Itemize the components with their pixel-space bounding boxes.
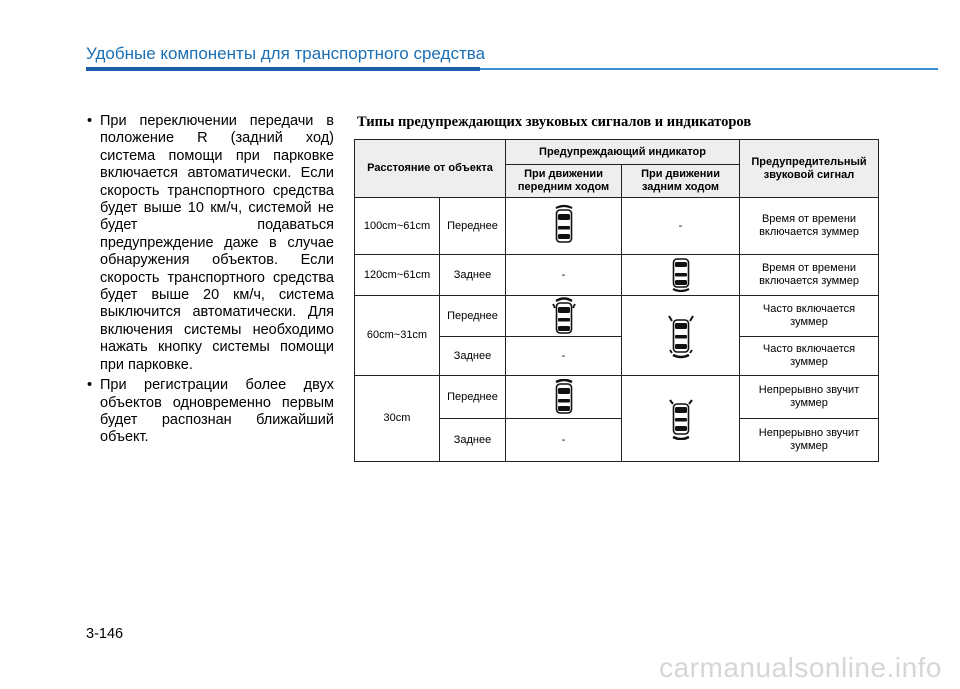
car-front-sensor-icon [552, 379, 576, 415]
sound-cell: Часто включается зуммер [740, 337, 879, 376]
distance-cell: 30cm [355, 376, 440, 462]
distance-cell: 120cm~61cm [355, 255, 440, 296]
header-distance: Расстояние от объекта [355, 140, 506, 198]
sound-cell: Часто включается зуммер [740, 296, 879, 337]
reverse-indicator-cell: - [622, 198, 740, 255]
header-reverse: При движении задним ходом [622, 165, 740, 198]
body-text [86, 113, 334, 450]
table-row [355, 255, 879, 296]
header-forward: При движении передним ходом [506, 165, 622, 198]
direction-cell: Переднее [440, 198, 506, 255]
header-sound: Предупредительный звуковой сигнал [740, 140, 879, 198]
page-number: 3-146 [86, 626, 124, 642]
direction-cell: Заднее [440, 255, 506, 296]
distance-cell: 60cm~31cm [355, 296, 440, 376]
direction-cell: Заднее [440, 419, 506, 462]
direction-cell: Переднее [440, 296, 506, 337]
reverse-indicator-cell [622, 255, 740, 296]
sound-cell: Время от времени включается зуммер [740, 198, 879, 255]
bullet-dot: • [87, 113, 93, 129]
table-row [355, 296, 879, 337]
direction-cell: Переднее [440, 376, 506, 419]
table-header-row [355, 140, 879, 165]
forward-indicator-cell: - [506, 419, 622, 462]
header-indicator: Предупреждающий индикатор [506, 140, 740, 165]
car-front-rear-sensor-icon [666, 398, 696, 440]
direction-cell: Заднее [440, 337, 506, 376]
section-header: Удобные компоненты для транспортного средства [86, 44, 486, 63]
forward-indicator-cell: - [506, 337, 622, 376]
bullet-item [86, 377, 334, 447]
table-row [355, 198, 879, 255]
distance-cell: 100cm~61cm [355, 198, 440, 255]
car-front-rear-sensor-icon [665, 313, 697, 359]
forward-indicator-cell: - [506, 255, 622, 296]
table-title: Типы предупреждающих звуковых сигналов и индикаторов [357, 114, 752, 130]
reverse-indicator-cell [622, 296, 740, 376]
header-rule-dark [86, 67, 480, 71]
sound-cell: Непрерывно звучит зуммер [740, 376, 879, 419]
table-row [355, 376, 879, 419]
bullet-item [86, 113, 334, 374]
forward-indicator-cell [506, 198, 622, 255]
bullet-text: При переключении передачи в положение R (задний ход) система помощи при парковке включается автоматически. Если скорость транспортного средства будет выше 10 км/ч, системой не будет подаваться предупреждение даже в случае обнаружения объектов. Если скорость транспортного средства будет выше 20 км/ч, система выключится автоматически. Для включения системы необходимо нажать кнопку системы помощи при парковке. [100, 113, 334, 373]
forward-indicator-cell [506, 296, 622, 337]
watermark: carmanualsonline.info [659, 652, 942, 683]
warning-table [354, 139, 879, 462]
sound-cell: Непрерывно звучит зуммер [740, 419, 879, 462]
bullet-dot: • [87, 377, 93, 394]
car-rear-sensor-icon [669, 258, 693, 292]
car-front-sensor-icon [552, 204, 576, 248]
bullet-text: При регистрации более двух объектов одновременно первым будет распознан ближайший объект. [100, 377, 334, 446]
header-rule-light [480, 68, 938, 70]
reverse-indicator-cell [622, 376, 740, 462]
forward-indicator-cell [506, 376, 622, 419]
sound-cell: Время от времени включается зуммер [740, 255, 879, 296]
car-front-sensor-icon [551, 297, 577, 335]
